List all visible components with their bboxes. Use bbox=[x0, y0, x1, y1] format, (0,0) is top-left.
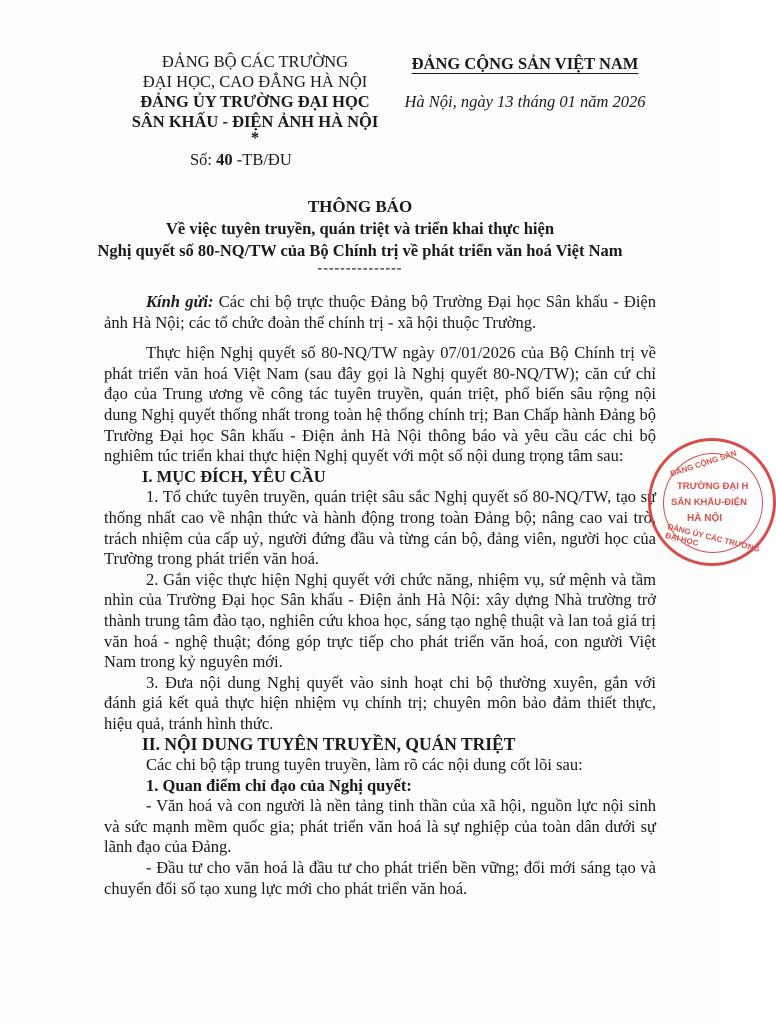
section-2-subheading: 1. Quan điểm chỉ đạo của Nghị quyết: bbox=[146, 775, 412, 795]
org-line-2: ĐẠI HỌC, CAO ĐẲNG HÀ NỘI bbox=[142, 72, 368, 91]
document-number bbox=[190, 150, 292, 170]
seal-text-3: SÂN KHẤU-ĐIỆN bbox=[671, 497, 747, 508]
issuing-organization bbox=[110, 52, 400, 147]
org-line-1: ĐẢNG BỘ CÁC TRƯỜNG bbox=[161, 52, 349, 71]
org-line-4: SÂN KHẤU - ĐIỆN ẢNH HÀ NỘI bbox=[131, 112, 379, 131]
section-2-lead: Các chi bộ tập trung tuyên truyền, làm rõ các nội dung cốt lõi sau: bbox=[146, 755, 583, 775]
number-value: 40 bbox=[216, 150, 233, 169]
number-prefix: Số: bbox=[190, 150, 213, 169]
recipients-text: Các chi bộ trực thuộc Đảng bộ Trường Đại học Sân khấu - Điện ảnh Hà Nội; các tổ chức đoàn thể chính trị - xã hội thuộc Trường. bbox=[104, 292, 656, 332]
document-title bbox=[60, 196, 660, 276]
issue-date: Hà Nội, ngày 13 tháng 01 năm 2026 bbox=[404, 92, 646, 111]
section-1-heading: I. MỤC ĐÍCH, YÊU CẦU bbox=[142, 466, 326, 486]
section-2-heading: II. NỘI DUNG TUYÊN TRUYỀN, QUÁN TRIỆT bbox=[142, 734, 516, 755]
org-line-3: ĐẢNG ỦY TRƯỜNG ĐẠI HỌC bbox=[140, 92, 370, 111]
party-header bbox=[400, 54, 650, 112]
number-suffix: -TB/ĐU bbox=[236, 150, 292, 169]
seal-text-4: HÀ NỘI bbox=[687, 513, 722, 524]
document-body bbox=[104, 292, 656, 899]
title-main: THÔNG BÁO bbox=[307, 197, 413, 216]
recipients bbox=[104, 292, 656, 333]
section-2-bullet-1: - Văn hoá và con người là nền tảng tinh thần của xã hội, nguồn lực nội sinh và sức mạnh mềm quốc gia; phát triển văn hoá là sự nghiệp của toàn dân dưới sự lãnh đạo của Đảng. bbox=[104, 796, 656, 857]
title-sub-1: Về việc tuyên truyền, quán triệt và triển khai thực hiện bbox=[165, 219, 554, 238]
section-2-bullet-2: - Đầu tư cho văn hoá là đầu tư cho phát triển bền vững; đổi mới sáng tạo và chuyển đổi số tạo xung lực mới cho phát triển văn hoá. bbox=[104, 858, 656, 898]
seal-text-bottom: ĐẢNG ỦY CÁC TRƯỜNG ĐẠI HỌC bbox=[664, 522, 761, 554]
recipients-label: Kính gửi: bbox=[146, 292, 214, 311]
section-1-item-2: 2. Gắn việc thực hiện Nghị quyết với chức năng, nhiệm vụ, sứ mệnh và tầm nhìn của Trường Đại học Sân khấu - Điện ảnh Hà Nội: xây dựng Nhà trường trở thành trung tâm đào tạo, nghiên cứu khoa học, sáng tạo nghệ thuật và lan toả giá trị văn hoá - nghệ thuật; đóng góp trực tiếp cho phát triển văn hoá, con người Việt Nam trong kỷ nguyên mới. bbox=[104, 569, 656, 672]
org-star: * bbox=[250, 128, 260, 147]
seal-text-2: TRƯỜNG ĐẠI H bbox=[677, 481, 749, 492]
title-divider: --------------- bbox=[317, 261, 403, 276]
intro-paragraph: Thực hiện Nghị quyết số 80-NQ/TW ngày 07/01/2026 của Bộ Chính trị về phát triển văn hoá Việt Nam (sau đây gọi là Nghị quyết 80-NQ/TW); căn cứ chỉ đạo của Trung ương về công tác tuyên truyền, quán triệt, phổ biến sâu rộng nội dung Nghị quyết thống nhất trong toàn hệ thống chính trị; Ban Chấp hành Đảng bộ Trường Đại học Sân khấu - Điện ảnh Hà Nội thông báo và yêu cầu các chi bộ nghiêm túc triển khai thực hiện Nghị quyết với một số nội dung trọng tâm sau: bbox=[104, 343, 656, 466]
red-seal-stamp bbox=[648, 438, 776, 566]
section-1-item-3: 3. Đưa nội dung Nghị quyết vào sinh hoạt chi bộ thường xuyên, gắn với đánh giá kết quả thực hiện nhiệm vụ chính trị; chuyên môn bảo đảm thiết thực, hiệu quả, tránh hình thức. bbox=[104, 672, 656, 733]
title-sub-2: Nghị quyết số 80-NQ/TW của Bộ Chính trị về phát triển văn hoá Việt Nam bbox=[97, 241, 623, 260]
party-name: ĐẢNG CỘNG SẢN VIỆT NAM bbox=[411, 54, 639, 73]
section-1-item-1: 1. Tổ chức tuyên truyền, quán triệt sâu sắc Nghị quyết số 80-NQ/TW, tạo sự thống nhất cao về nhận thức và hành động trong toàn Đảng bộ; nâng cao vai trò, trách nhiệm của cấp uỷ, người đứng đầu và từng cán bộ, đảng viên, người học của Trường trong phát triển văn hoá. bbox=[104, 487, 656, 569]
seal-text-top: ĐẢNG CỘNG SẢN bbox=[669, 448, 738, 479]
